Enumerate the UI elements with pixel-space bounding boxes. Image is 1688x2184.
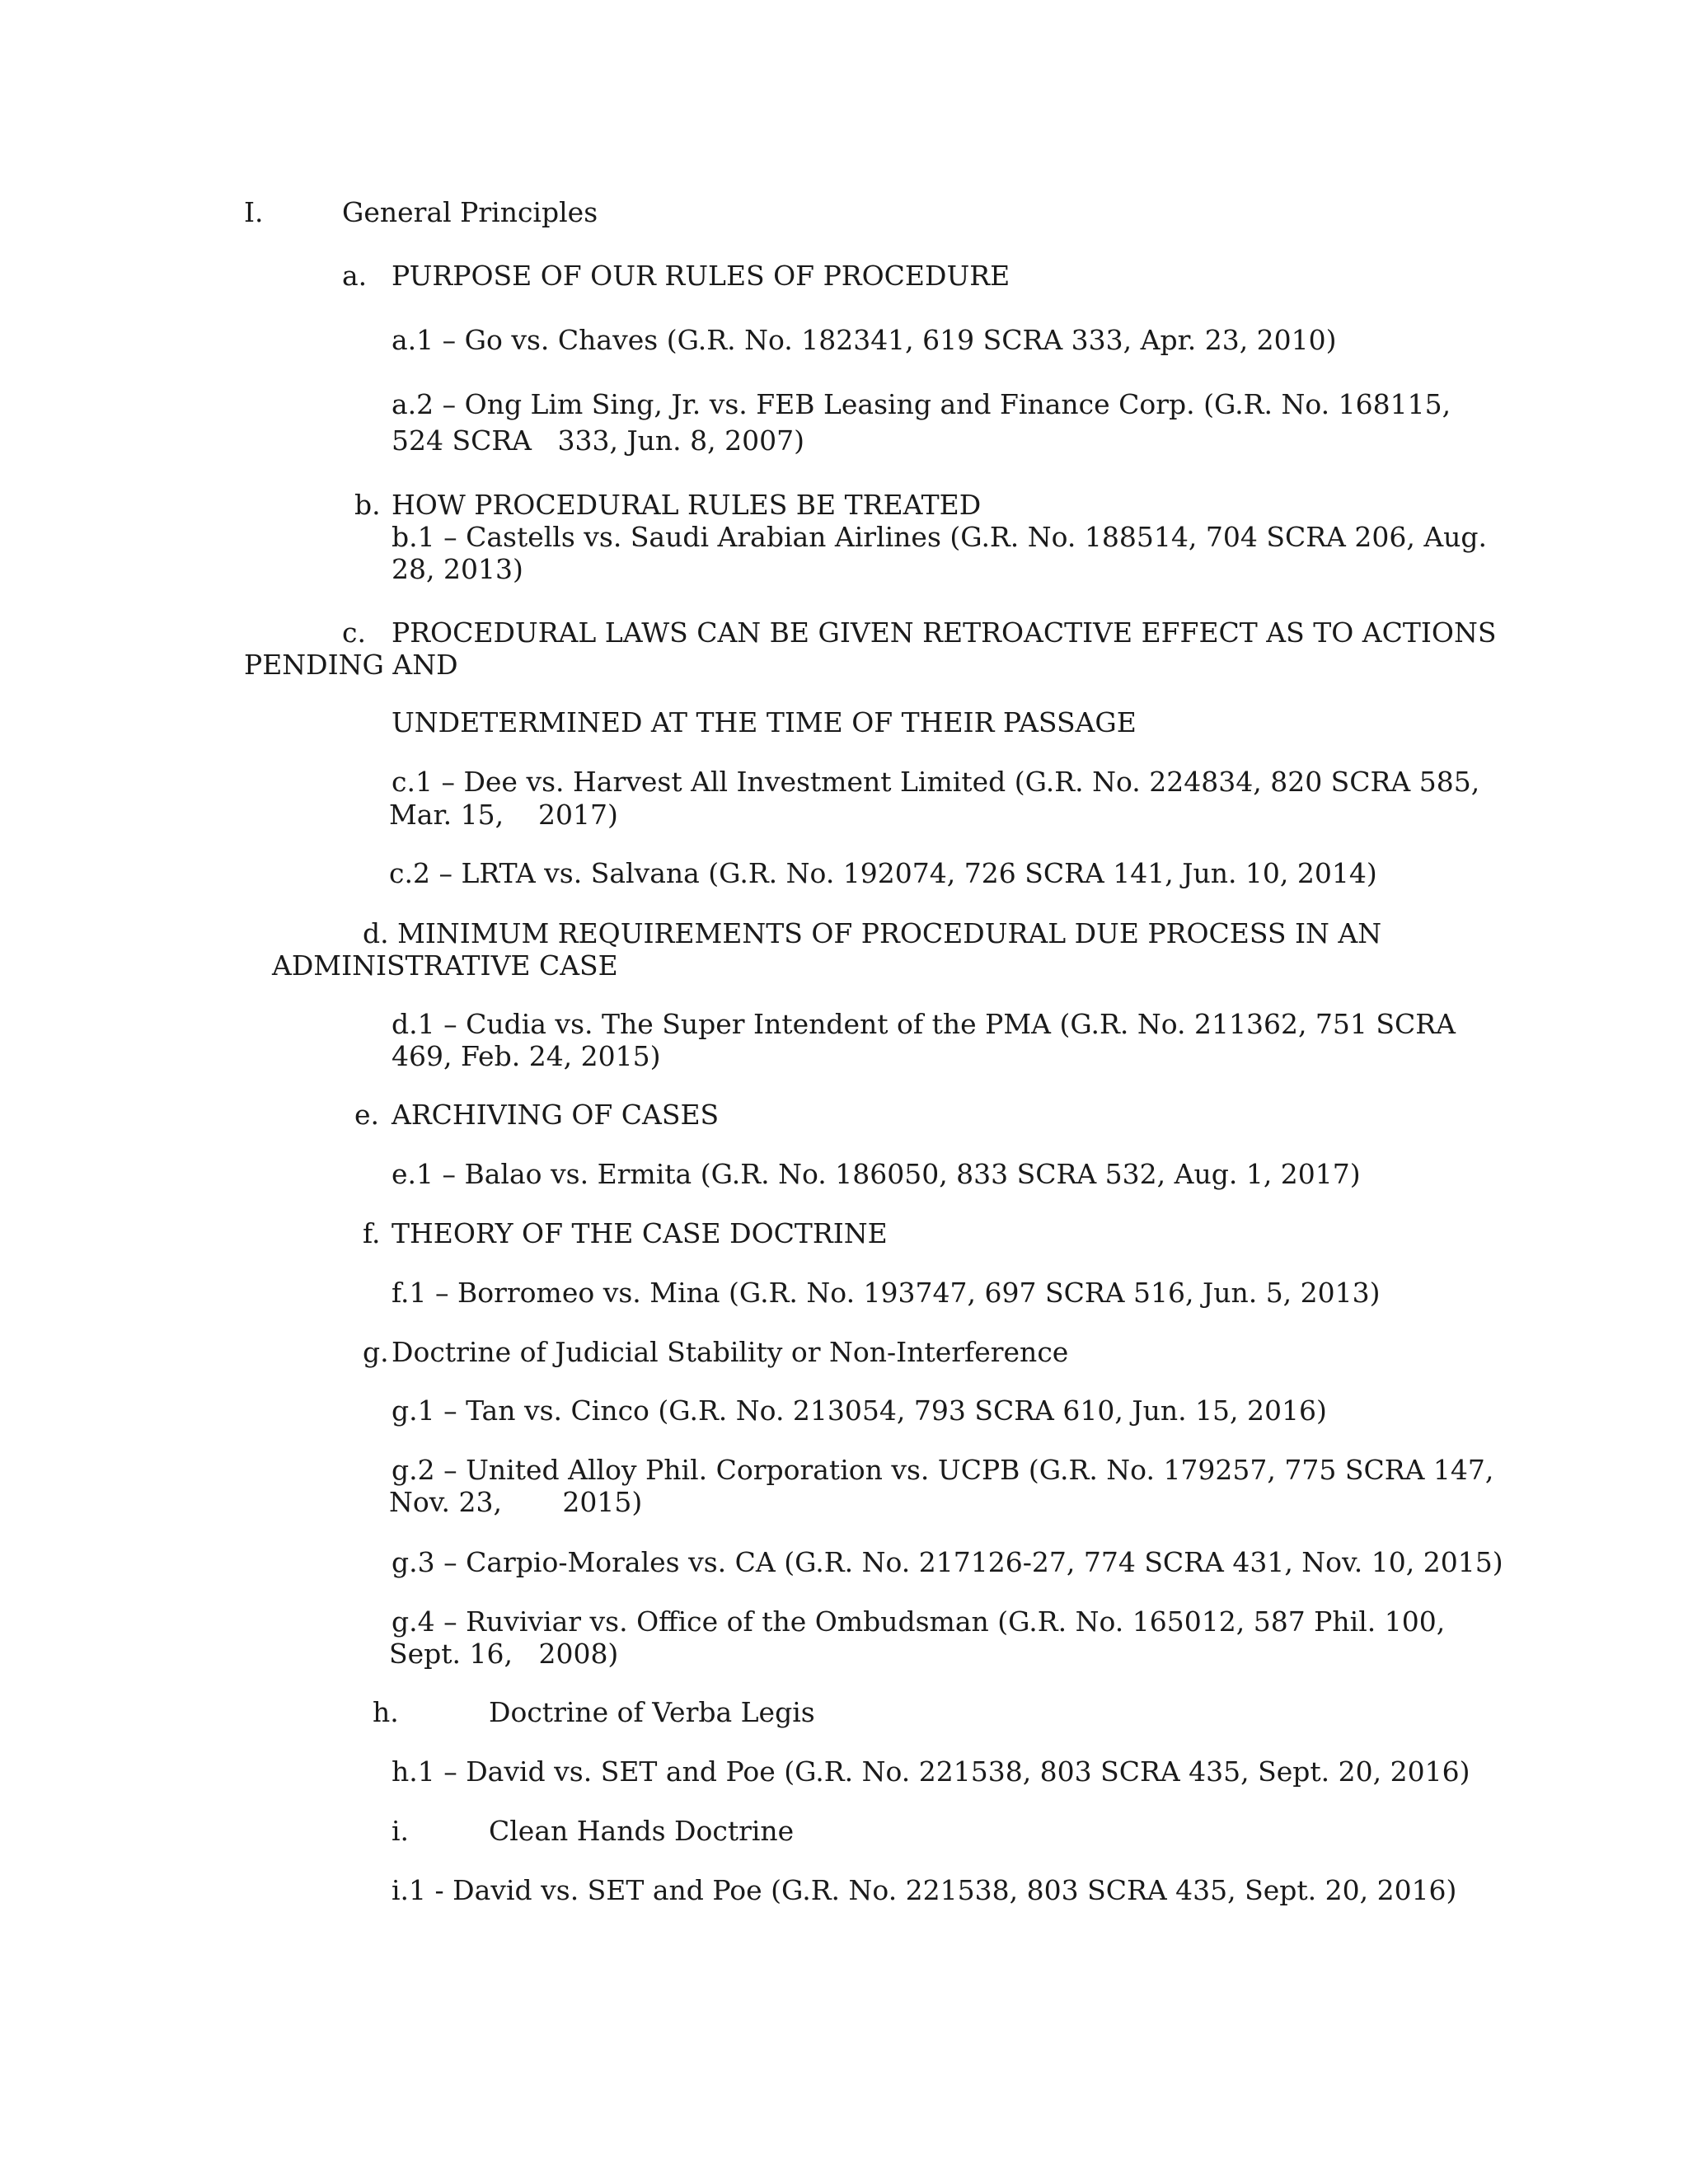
case-e1: e.1 – Balao vs. Ermita (G.R. No. 186050, 833 SCRA 532, Aug. 1, 2017) bbox=[392, 1158, 1361, 1190]
item-label-b: b. bbox=[354, 489, 381, 521]
item-label-f: f. bbox=[363, 1217, 381, 1249]
heading-c-line2: PENDING AND bbox=[244, 649, 458, 681]
case-g4-line2: Sept. 16, 2008) bbox=[389, 1638, 619, 1670]
heading-h: Doctrine of Verba Legis bbox=[489, 1696, 815, 1728]
case-b1-line2: 28, 2013) bbox=[392, 553, 523, 585]
heading-g: Doctrine of Judicial Stability or Non-Interference bbox=[392, 1336, 1069, 1368]
heading-f: THEORY OF THE CASE DOCTRINE bbox=[392, 1217, 888, 1249]
item-label-a: a. bbox=[342, 260, 368, 292]
case-a2-line1: a.2 – Ong Lim Sing, Jr. vs. FEB Leasing and Finance Corp. (G.R. No. 168115, bbox=[392, 388, 1451, 420]
heading-i: Clean Hands Doctrine bbox=[489, 1815, 795, 1847]
case-a2-line2: 524 SCRA 333, Jun. 8, 2007) bbox=[392, 424, 804, 457]
heading-e: ARCHIVING OF CASES bbox=[392, 1099, 720, 1131]
case-c1-line1: c.1 – Dee vs. Harvest All Investment Limited (G.R. No. 224834, 820 SCRA 585, bbox=[392, 766, 1480, 798]
heading-c-line3: UNDETERMINED AT THE TIME OF THEIR PASSAGE bbox=[392, 706, 1137, 738]
case-i1: i.1 - David vs. SET and Poe (G.R. No. 221538, 803 SCRA 435, Sept. 20, 2016) bbox=[392, 1874, 1457, 1906]
heading-d-line2: ADMINISTRATIVE CASE bbox=[272, 949, 618, 982]
case-c2: c.2 – LRTA vs. Salvana (G.R. No. 192074, 726 SCRA 141, Jun. 10, 2014) bbox=[389, 857, 1377, 889]
case-g2-line1: g.2 – United Alloy Phil. Corporation vs. UCPB (G.R. No. 179257, 775 SCRA 147, bbox=[392, 1454, 1494, 1486]
case-g1: g.1 – Tan vs. Cinco (G.R. No. 213054, 793 SCRA 610, Jun. 15, 2016) bbox=[392, 1394, 1327, 1427]
item-label-e: e. bbox=[354, 1099, 380, 1131]
section-title: General Principles bbox=[342, 196, 598, 228]
item-label-g: g. bbox=[363, 1336, 389, 1368]
heading-d-line1: d. MINIMUM REQUIREMENTS OF PROCEDURAL DUE PROCESS IN AN bbox=[363, 917, 1382, 949]
case-g3: g.3 – Carpio-Morales vs. CA (G.R. No. 217126-27, 774 SCRA 431, Nov. 10, 2015) bbox=[392, 1546, 1503, 1578]
case-d1-line2: 469, Feb. 24, 2015) bbox=[392, 1040, 661, 1072]
item-label-i: i. bbox=[392, 1815, 410, 1847]
item-label-h: h. bbox=[373, 1696, 399, 1728]
case-c1-line2: Mar. 15, 2017) bbox=[389, 799, 618, 831]
heading-b: HOW PROCEDURAL RULES BE TREATED bbox=[392, 489, 982, 521]
case-h1: h.1 – David vs. SET and Poe (G.R. No. 221538, 803 SCRA 435, Sept. 20, 2016) bbox=[392, 1755, 1470, 1788]
case-d1-line1: d.1 – Cudia vs. The Super Intendent of the PMA (G.R. No. 211362, 751 SCRA bbox=[392, 1008, 1456, 1040]
case-g2-line2: Nov. 23, 2015) bbox=[389, 1486, 643, 1518]
case-f1: f.1 – Borromeo vs. Mina (G.R. No. 193747, 697 SCRA 516, Jun. 5, 2013) bbox=[392, 1277, 1381, 1309]
case-b1-line1: b.1 – Castells vs. Saudi Arabian Airlines (G.R. No. 188514, 704 SCRA 206, Aug. bbox=[392, 521, 1488, 553]
case-a1: a.1 – Go vs. Chaves (G.R. No. 182341, 619 SCRA 333, Apr. 23, 2010) bbox=[392, 324, 1337, 356]
section-number: I. bbox=[244, 196, 264, 228]
case-g4-line1: g.4 – Ruviviar vs. Office of the Ombudsman (G.R. No. 165012, 587 Phil. 100, bbox=[392, 1605, 1446, 1638]
item-label-c: c. bbox=[342, 616, 366, 649]
heading-c-line1: PROCEDURAL LAWS CAN BE GIVEN RETROACTIVE EFFECT AS TO ACTIONS bbox=[392, 616, 1497, 649]
heading-a: PURPOSE OF OUR RULES OF PROCEDURE bbox=[392, 260, 1010, 292]
